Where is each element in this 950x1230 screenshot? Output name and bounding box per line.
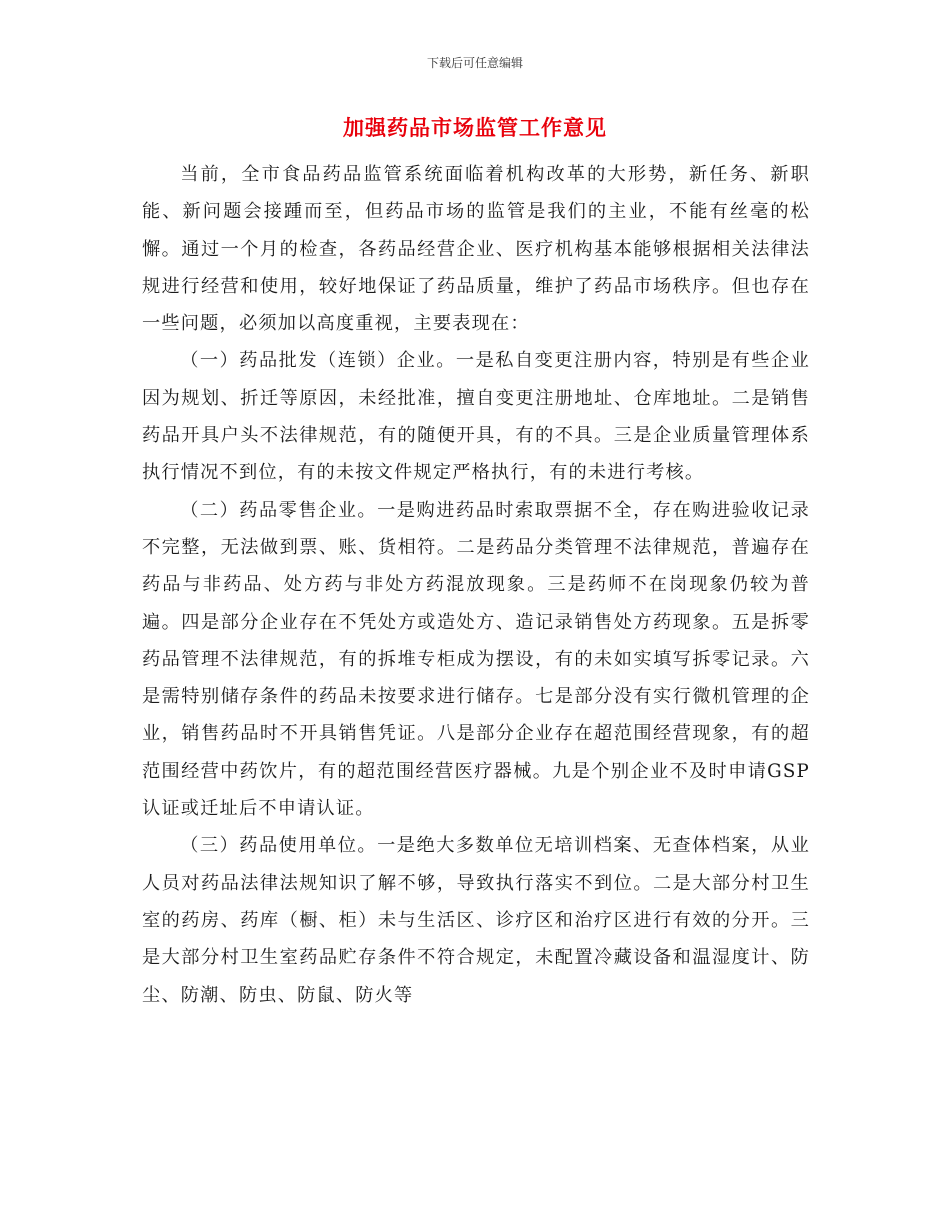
paragraph-intro: 当前，全市食品药品监管系统面临着机构改革的大形势，新任务、新职能、新问题会接踵而至，但药品市场的监管是我们的主业，不能有丝毫的松懈。通过一个月的检查，各药品经营企业、医疗机构基本能够根据相关法律法规进行经营和使用，较好地保证了药品质量，维护了药品市场秩序。但也存在一些问题，必须加以高度重视，主要表现在： [142, 164, 810, 335]
document-title: 加强药品市场监管工作意见 [343, 116, 607, 140]
paragraph-usage: （三）药品使用单位。一是绝大多数单位无培训档案、无查体档案，从业人员对药品法律法规知识了解不够，导致执行落实不到位。二是大部分村卫生室的药房、药库（橱、柜）未与生活区、诊疗区和治疗区进行有效的分开。三是大部分村卫生室药品贮存条件不符合规定，未配置冷藏设备和温湿度计、防尘、防潮、防虫、防鼠、防火等 [142, 835, 810, 1006]
paragraph-wholesale: （一）药品批发（连锁）企业。一是私自变更注册内容，特别是有些企业因为规划、折迁等原因，未经批准，擅自变更注册地址、仓库地址。二是销售药品开具户头不法律规范，有的随便开具，有的不具。三是企业质量管理体系执行情况不到位，有的未按文件规定严格执行，有的未进行考核。 [142, 350, 810, 484]
header-note: 下载后可任意编辑 [426, 56, 523, 70]
paragraph-retail: （二）药品零售企业。一是购进药品时索取票据不全，存在购进验收记录不完整，无法做到票、账、货相符。二是药品分类管理不法律规范，普遍存在药品与非药品、处方药与非处方药混放现象。三是药师不在岗现象仍较为普遍。四是部分企业存在不凭处方或造处方、造记录销售处方药现象。五是拆零药品管理不法律规范，有的拆堆专柜成为摆设，有的未如实填写拆零记录。六是需特别储存条件的药品未按要求进行储存。七是部分没有实行微机管理的企业，销售药品时不开具销售凭证。八是部分企业存在超范围经营现象，有的超范围经营中药饮片，有的超范围经营医疗器械。九是个别企业不及时申请GSP认证或迁址后不申请认证。 [142, 499, 810, 820]
document-body [142, 156, 810, 1014]
